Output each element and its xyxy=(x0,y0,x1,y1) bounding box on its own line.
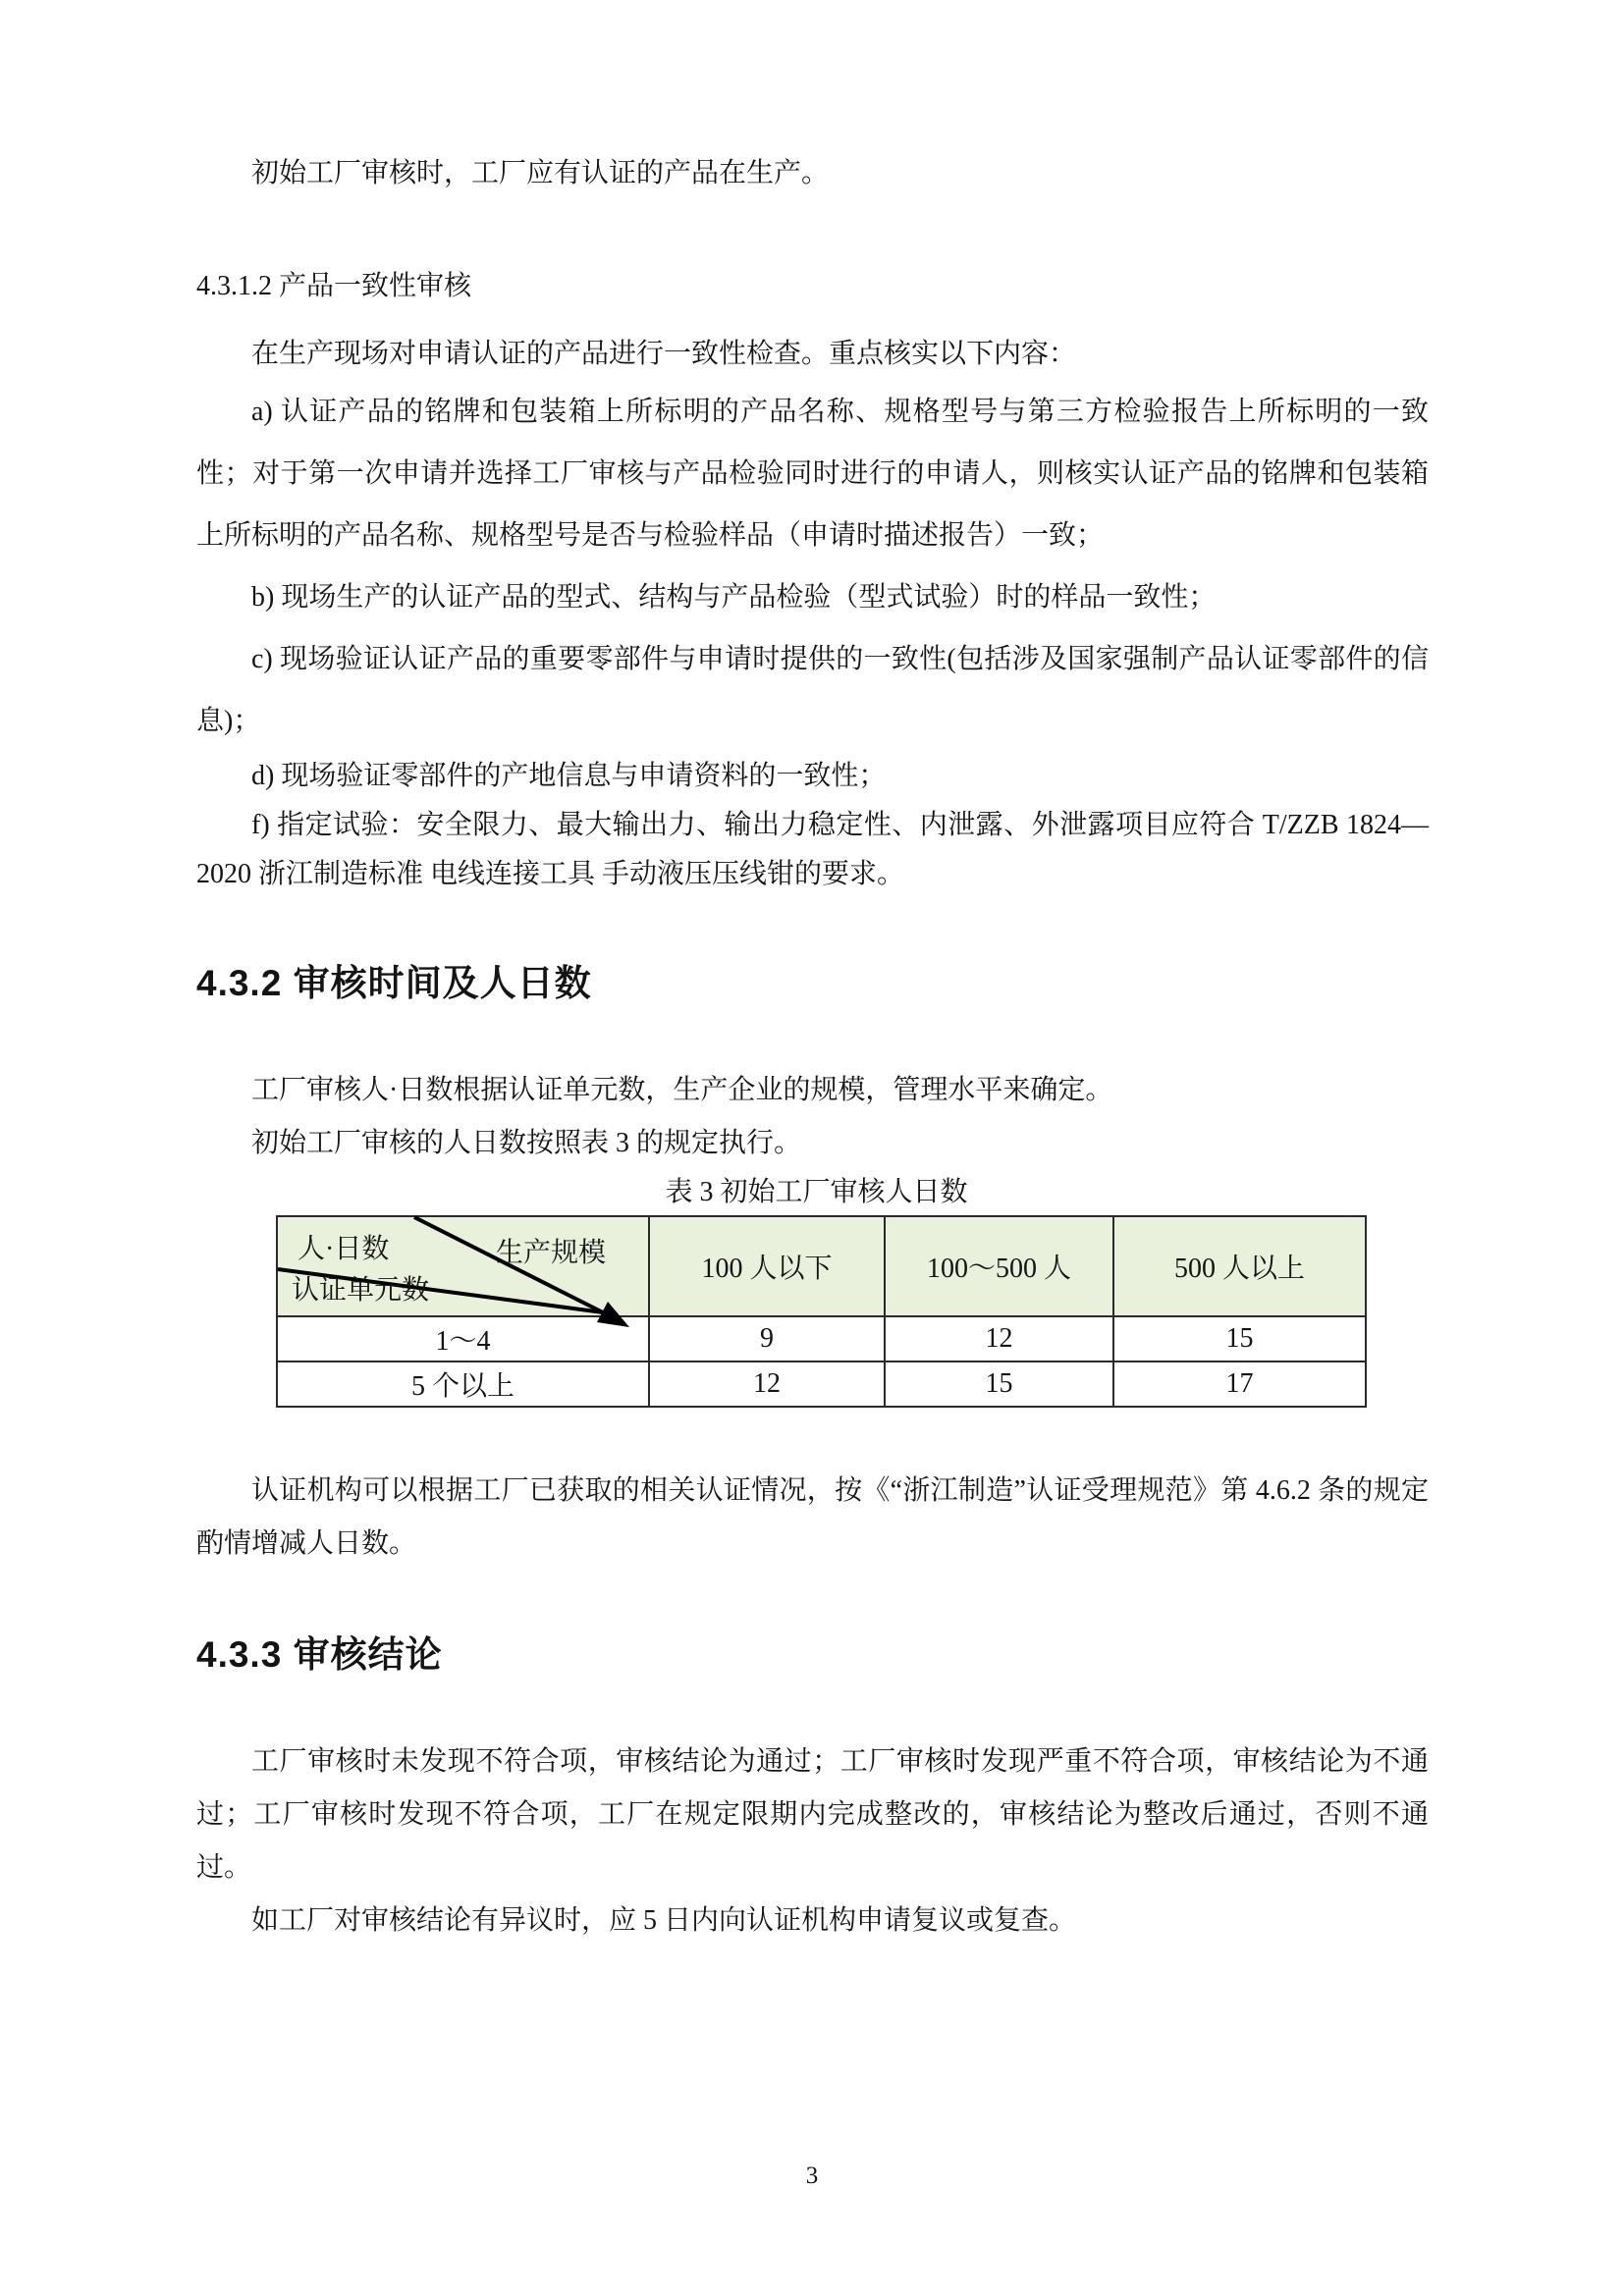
audit-man-days-table xyxy=(276,1215,1367,1408)
table-header-row xyxy=(277,1216,1366,1316)
item-b: b) 现场生产的认证产品的型式、结构与产品检验（型式试验）时的样品一致性； xyxy=(251,582,1217,613)
heading-4-3-3: 4.3.3 审核结论 xyxy=(196,1634,443,1675)
table-cell: 9 xyxy=(649,1316,885,1362)
corner-label-cert-units: 认证单元数 xyxy=(292,1275,430,1306)
table-cell: 15 xyxy=(885,1362,1113,1407)
initial-audit-rule-paragraph: 初始工厂审核的人日数按照表 3 的规定执行。 xyxy=(251,1128,802,1158)
table-row xyxy=(277,1316,1366,1362)
column-header-100-to-500: 100～500 人 xyxy=(885,1216,1113,1316)
item-d: d) 现场验证零部件的产地信息与申请资料的一致性； xyxy=(251,761,887,791)
consistency-check-intro: 在生产现场对申请认证的产品进行一致性检查。重点核实以下内容： xyxy=(251,339,1077,369)
table-caption: 表 3 初始工厂审核人日数 xyxy=(665,1177,968,1207)
intro-paragraph: 初始工厂审核时，工厂应有认证的产品在生产。 xyxy=(251,158,830,188)
adjustment-rule-paragraph: 认证机构可以根据工厂已获取的相关认证情况，按《“浙江制造”认证受理规范》第 4.6.2 条的规定酌情增减人日数。 xyxy=(196,1475,1429,1559)
table-3-block xyxy=(276,1172,1357,1408)
audit-conclusion-paragraph: 工厂审核时未发现不符合项，审核结论为通过；工厂审核时发现严重不符合项，审核结论为不通过；工厂审核时发现不符合项，工厂在规定限期内完成整改的，审核结论为整改后通过，否则不通过。 xyxy=(196,1746,1429,1883)
column-header-over-500: 500 人以上 xyxy=(1113,1216,1366,1316)
item-c: c) 现场验证认证产品的重要零部件与申请时提供的一致性(包括涉及国家强制产品认证零部件的信息)； xyxy=(196,644,1429,736)
table-cell: 17 xyxy=(1113,1362,1366,1407)
page-number: 3 xyxy=(805,2163,819,2189)
table-cell: 15 xyxy=(1113,1316,1366,1362)
corner-label-man-days: 人·日数 xyxy=(298,1234,390,1264)
heading-4-3-2: 4.3.2 审核时间及人日数 xyxy=(196,963,592,1003)
man-days-rule-paragraph: 工厂审核人·日数根据认证单元数，生产企业的规模，管理水平来确定。 xyxy=(251,1075,1113,1105)
corner-label-production-scale: 生产规模 xyxy=(496,1238,607,1268)
table-cell: 12 xyxy=(649,1362,885,1407)
item-f: f) 指定试验：安全限力、最大输出力、输出力稳定性、内泄露、外泄露项目应符合 T/ZZB 1824—2020 浙江制造标准 电线连接工具 手动液压压线钳的要求。 xyxy=(196,810,1429,889)
appeal-paragraph: 如工厂对审核结论有异议时，应 5 日内向认证机构申请复议或复查。 xyxy=(251,1905,1077,1936)
item-a: a) 认证产品的铭牌和包装箱上所标明的产品名称、规格型号与第三方检验报告上所标明的一致性；对于第一次申请并选择工厂审核与产品检验同时进行的申请人，则核实认证产品的铭牌和包装箱上所标明的产品名称、规格型号是否与检验样品（申请时描述报告）一致； xyxy=(196,397,1429,551)
table-cell: 12 xyxy=(885,1316,1113,1362)
heading-4-3-1-2: 4.3.1.2 产品一致性审核 xyxy=(196,271,472,301)
row-label: 1～4 xyxy=(277,1316,649,1362)
column-header-under-100: 100 人以下 xyxy=(649,1216,885,1316)
table-corner-cell xyxy=(277,1216,649,1316)
row-label: 5 个以上 xyxy=(277,1362,649,1407)
table-row xyxy=(277,1362,1366,1407)
